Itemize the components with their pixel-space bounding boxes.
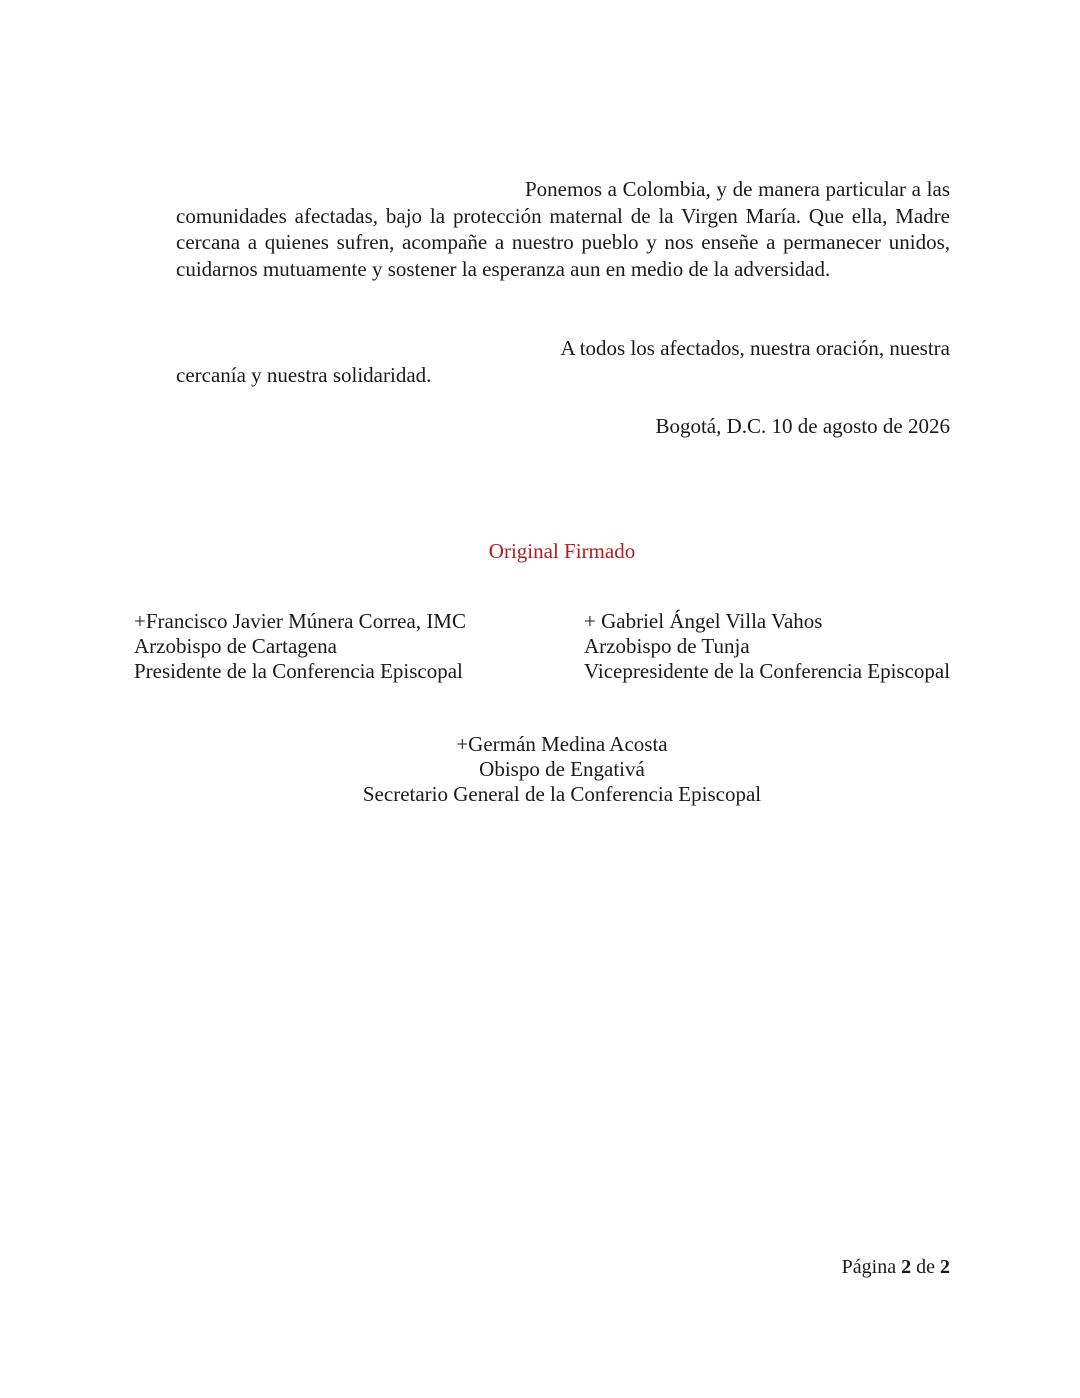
total-pages-number: 2 <box>940 1256 950 1278</box>
signatory-name: +Germán Medina Acosta <box>456 732 668 756</box>
original-signed-note: Original Firmado <box>488 539 636 563</box>
page-word: Página <box>841 1256 897 1278</box>
signature-block-vice-president <box>584 609 950 684</box>
signatory-role: Vicepresidente de la Conferencia Episcopal <box>584 659 951 683</box>
closing-paragraph: Ponemos a Colombia, y de manera particular a las comunidades afectadas, bajo la protección maternal de la Virgen María. Que ella, Madre cercana a quienes sufren, acompañe a nuestro pueblo y nos enseñe a permanecer unidos, cuidarnos mutuamente y sostener la esperanza aun en medio de la adversidad. <box>176 177 950 281</box>
signatory-title: Obispo de Engativá <box>479 757 645 781</box>
signatory-title: Arzobispo de Tunja <box>584 634 750 658</box>
signatory-title: Arzobispo de Cartagena <box>134 634 337 658</box>
date-line: Bogotá, D.C. 10 de agosto de 2026 <box>655 414 950 438</box>
of-word: de <box>916 1256 935 1278</box>
signatory-role: Presidente de la Conferencia Episcopal <box>134 659 463 683</box>
signatory-name: + Gabriel Ángel Villa Vahos <box>584 609 823 633</box>
page-number-footer <box>842 1254 950 1280</box>
signature-block-president <box>134 609 466 684</box>
current-page-number: 2 <box>901 1256 912 1278</box>
solidarity-paragraph <box>176 335 950 388</box>
signatory-role: Secretario General de la Conferencia Episcopal <box>362 782 762 806</box>
signature-block-secretary <box>0 732 1080 807</box>
solidarity-line-2: cercanía y nuestra solidaridad. <box>176 362 432 387</box>
solidarity-line-1: A todos los afectados, nuestra oración, nuestra <box>560 336 950 360</box>
signatory-name: +Francisco Javier Múnera Correa, IMC <box>134 609 466 633</box>
